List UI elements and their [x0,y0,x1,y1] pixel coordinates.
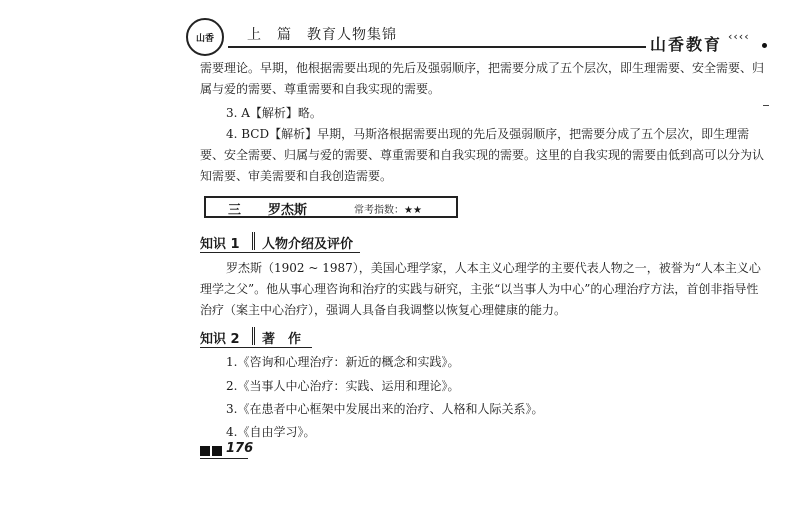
publisher-seal: 山香 [186,18,224,56]
works-list-item: 3.《在患者中心框架中发展出来的治疗、人格和人际关系》。 [226,402,544,416]
header-rule [228,46,646,48]
section-name: 罗杰斯 [268,203,308,218]
knowledge-1-label: 知识 1 [200,237,240,252]
frequency-rating: 常考指数：★★ [354,205,422,216]
page-header-title: 上 篇 教育人物集锦 [247,27,397,43]
page-marker-icon [200,446,210,456]
knowledge-1-title: 人物介绍及评价 [262,237,354,252]
works-list-item: 1.《咨询和心理治疗：新近的概念和实践》。 [226,355,460,369]
knowledge-1-divider [252,232,255,250]
page-number: 176 [226,441,254,456]
answer-paragraph-2: 3. A【解析】略。 [226,106,322,120]
knowledge-2-divider [252,327,255,345]
margin-mark [763,105,769,106]
knowledge-2-label: 知识 2 [200,332,240,347]
page-number-rule [200,458,248,459]
page-marker-icon [212,446,222,456]
answer-paragraph-1: 需要理论。早期，他根据需要出现的先后及强弱顺序，把需要分成了五个层次，即生理需要、安全需要、归属与爱的需要、尊重需要和自我实现的需要。 [200,61,765,96]
brand-decoration: ‹‹‹‹ [728,30,750,43]
works-list-item: 4.《自由学习》。 [226,425,316,439]
knowledge-2-rule [200,347,312,348]
knowledge-1-body: 罗杰斯（1902 ~ 1987），美国心理学家，人本主义心理学的主要代表人物之一，被誉为“人本主义心理学之父”。他从事心理咨询和治疗的实践与研究，主张“以当事人为中心”的心理治疗方法，首创非指导性治疗（案主中心治疗），强调人具备自我调整以恢复心理健康的能力。 [200,261,761,317]
brand-name: 山香教育 [650,35,723,54]
knowledge-1-rule [200,252,360,253]
section-number: 三 [228,203,242,218]
section-heading-box [204,196,458,218]
brand-dot [762,43,767,48]
works-list-item: 2.《当事人中心治疗：实践、运用和理论》。 [226,379,460,393]
knowledge-2-title: 著 作 [262,332,302,347]
answer-paragraph-3: 4. BCD【解析】早期，马斯洛根据需要出现的先后及强弱顺序，把需要分成了五个层次，即生理需要、安全需要、归属与爱的需要、尊重需要和自我实现的需要。这里的自我实现的需要由低到高可以分为认知需要、审美需要和自我创造需要。 [200,127,765,183]
